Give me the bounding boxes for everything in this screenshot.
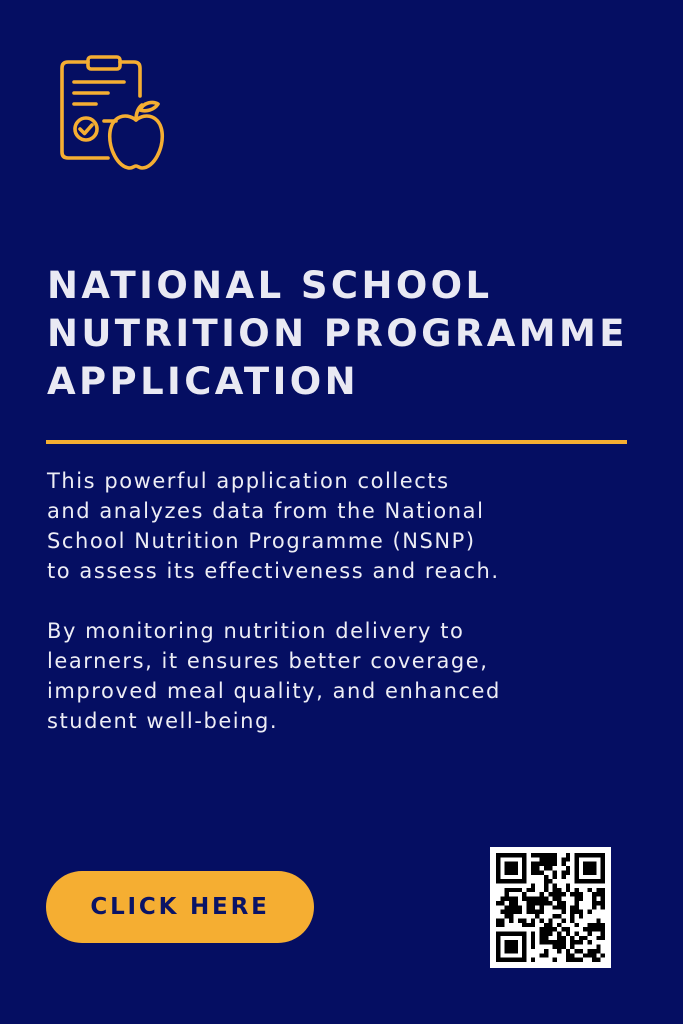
paragraph-line: to assess its effectiveness and reach.	[47, 559, 500, 583]
title-line: NATIONAL SCHOOL	[47, 264, 493, 307]
title-line: APPLICATION	[47, 360, 359, 403]
qr-code-icon	[496, 853, 605, 962]
paragraph-line: learners, it ensures better coverage,	[47, 649, 489, 673]
description-paragraph-2	[47, 616, 501, 736]
paragraph-line: improved meal quality, and enhanced	[47, 679, 501, 703]
clipboard-apple-icon	[56, 54, 168, 172]
qr-code[interactable]	[490, 847, 611, 968]
description-paragraph-1	[47, 466, 500, 586]
title-divider	[46, 440, 627, 444]
page-title	[47, 262, 628, 406]
paragraph-line: By monitoring nutrition delivery to	[47, 619, 465, 643]
paragraph-line: and analyzes data from the National	[47, 499, 485, 523]
paragraph-line: This powerful application collects	[47, 469, 450, 493]
paragraph-line: student well-being.	[47, 709, 279, 733]
title-line: NUTRITION PROGRAMME	[47, 312, 628, 355]
click-here-button[interactable]: CLICK HERE	[46, 871, 314, 943]
paragraph-line: School Nutrition Programme (NSNP)	[47, 529, 476, 553]
